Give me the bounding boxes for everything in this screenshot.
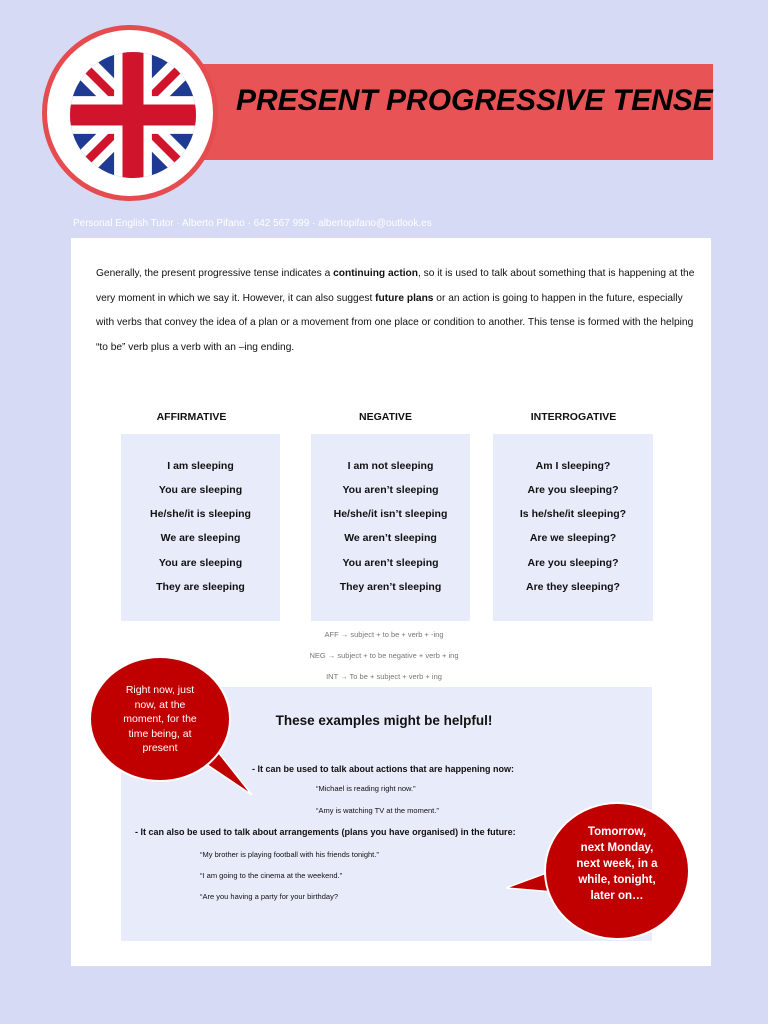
affirmative-row: He/she/it is sleeping bbox=[150, 508, 251, 520]
negative-row: They aren’t sleeping bbox=[339, 581, 442, 593]
intro-bold-future-plans: future plans bbox=[375, 292, 434, 304]
negative-row: He/she/it isn’t sleeping bbox=[333, 508, 448, 520]
page-title: PRESENT PROGRESSIVE TENSE bbox=[236, 84, 713, 117]
right-bubble-line: next week, in a bbox=[576, 858, 658, 870]
intro-bold-continuing-action: continuing action bbox=[333, 268, 418, 279]
heading-interrogative: INTERROGATIVE bbox=[530, 411, 617, 423]
interrogative-row: Are you sleeping? bbox=[527, 557, 619, 569]
interrogative-row: Are you sleeping? bbox=[527, 484, 619, 496]
formula-interrogative: INT → To be + subject + verb + ing bbox=[326, 672, 442, 681]
interrogative-row: Am I sleeping? bbox=[535, 460, 611, 472]
formula-negative: NEG → subject + to be negative + verb + ing bbox=[309, 651, 459, 660]
negative-row: I am not sleeping bbox=[347, 460, 434, 472]
left-bubble-text bbox=[100, 683, 220, 756]
examples-now-heading-text: - It can be used to talk about actions that are happening now: bbox=[252, 764, 515, 774]
left-bubble-line: present bbox=[142, 742, 178, 754]
formula-affirmative: AFF → subject + to be + verb + -ing bbox=[324, 630, 444, 639]
examples-future-heading-text: - It can also be used to talk about arrangements (plans you have organised) in the future: bbox=[135, 827, 516, 837]
negative-row: You aren’t sleeping bbox=[342, 484, 439, 496]
intro-text-3: or an action is going to happen in the future, especially with verbs that convey the idea of a plan or a movement from one place or condition to another. This tense is formed with the helping “to be” verb plus a verb with an –ing ending. bbox=[96, 292, 694, 353]
interrogative-row: Are we sleeping? bbox=[529, 532, 617, 544]
interrogative-row: Are they sleeping? bbox=[526, 581, 620, 593]
right-bubble-text bbox=[557, 824, 677, 904]
affirmative-row: You are sleeping bbox=[158, 557, 243, 569]
left-bubble-line: time being, at bbox=[128, 727, 192, 740]
right-bubble-line: later on… bbox=[590, 890, 644, 902]
right-bubble-line: while, tonight, bbox=[578, 874, 656, 886]
affirmative-row: They are sleeping bbox=[156, 581, 245, 593]
left-bubble-line: moment, for the bbox=[123, 713, 197, 725]
example-sentence: “Michael is reading right now.” bbox=[316, 784, 416, 793]
affirmative-row: We are sleeping bbox=[160, 532, 241, 544]
examples-title: These examples might be helpful! bbox=[275, 713, 493, 728]
interrogative-row: Is he/she/it sleeping? bbox=[519, 508, 627, 520]
affirmative-row: I am sleeping bbox=[167, 460, 234, 472]
example-sentence: “I am going to the cinema at the weekend.” bbox=[200, 871, 343, 880]
example-sentence: “My brother is playing football with his friends tonight.” bbox=[200, 850, 379, 859]
heading-affirmative: AFFIRMATIVE bbox=[156, 411, 227, 423]
right-bubble-line: next Monday, bbox=[580, 842, 654, 854]
heading-negative: NEGATIVE bbox=[359, 411, 412, 423]
right-bubble-line: Tomorrow, bbox=[587, 826, 647, 838]
negative-row: You aren’t sleeping bbox=[342, 557, 439, 569]
left-bubble-line: now, at the bbox=[134, 698, 186, 711]
affirmative-row: You are sleeping bbox=[158, 484, 243, 496]
tutor-contact-line: Personal English Tutor · Alberto Pifano · 642 567 999 · albertopifano@outlook.es bbox=[73, 218, 432, 229]
left-bubble-line: Right now, just bbox=[125, 684, 195, 696]
intro-text-2: , so it is used to talk about something that is happening at the very moment in which we say it. However, it can also suggest bbox=[96, 268, 695, 304]
negative-row: We aren’t sleeping bbox=[344, 532, 437, 544]
intro-text-1: Generally, the present progressive tense indicates a bbox=[96, 268, 334, 279]
example-sentence: “Are you having a party for your birthday? bbox=[200, 892, 338, 901]
example-sentence: “Amy is watching TV at the moment.” bbox=[316, 806, 439, 815]
